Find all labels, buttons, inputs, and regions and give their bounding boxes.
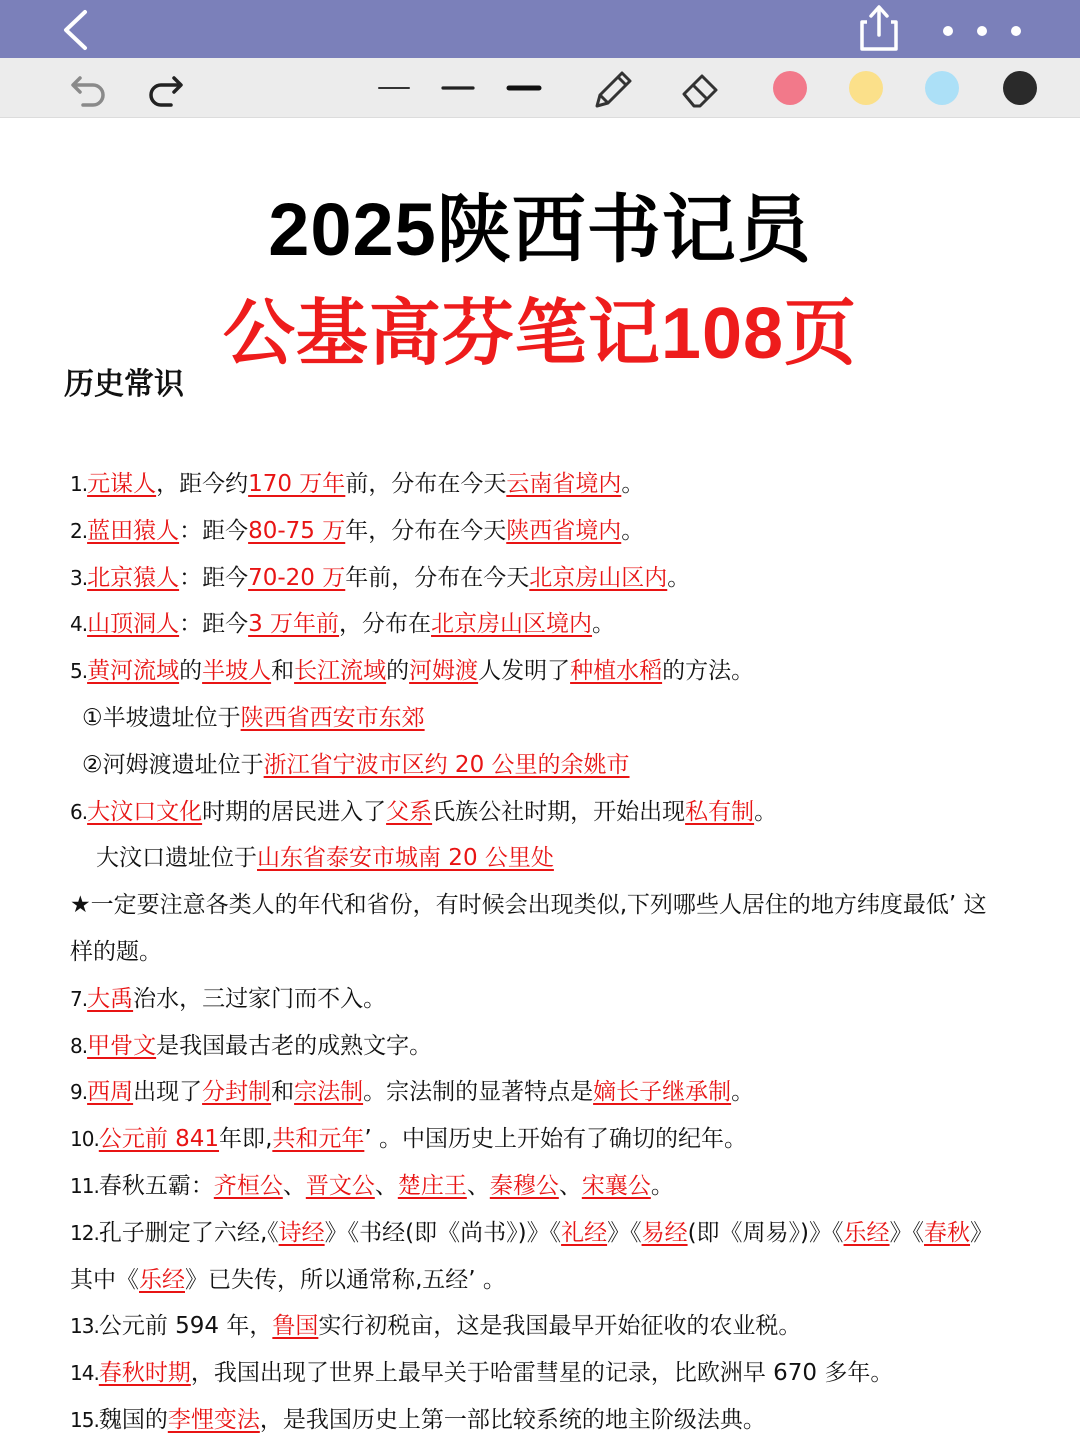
medium-line-icon <box>438 66 478 110</box>
highlighted-term: 分封制 <box>202 1079 272 1106</box>
note-text: 。宗法制的显著特点是 <box>363 1079 594 1106</box>
note-text: 是我国最古老的成熟文字。 <box>156 1032 433 1059</box>
highlighted-term: 黄河流域 <box>87 658 180 685</box>
note-text: 前，分布在今天 <box>345 471 507 497</box>
note-text: 、 <box>374 1172 398 1199</box>
highlighted-term: 晋文公 <box>305 1172 375 1199</box>
highlighted-term: 齐桓公 <box>213 1172 283 1199</box>
app-top-bar <box>0 0 1080 58</box>
item-number: 8. <box>70 1033 88 1058</box>
highlighted-term: 蓝田猿人 <box>87 517 180 544</box>
highlighted-term: 北京猿人 <box>87 564 180 591</box>
note-text: 时期的居民进入了 <box>202 798 387 825</box>
note-text: ，距今约 <box>156 471 249 497</box>
item-number: 11. <box>70 1173 99 1198</box>
highlighted-term: 80-75 万 <box>248 517 346 544</box>
note-text: 公元前 594 年， <box>98 1313 273 1340</box>
section-heading: 历史常识 <box>64 367 184 402</box>
note-line <box>70 461 1040 508</box>
highlighted-term: 种植水稻 <box>570 658 663 685</box>
note-text: 出现了 <box>133 1079 203 1106</box>
note-line <box>70 508 1040 555</box>
highlighted-term: 诗经 <box>278 1219 325 1246</box>
highlighted-term: 大汶口文化 <box>87 798 203 825</box>
undo-button[interactable] <box>64 66 114 110</box>
note-text: 。 <box>650 1172 674 1199</box>
note-text: 春秋五霸： <box>98 1172 214 1199</box>
highlighted-term: 共和元年 <box>272 1126 365 1153</box>
note-text: 孔子删定了六经‚《 <box>98 1219 279 1246</box>
highlighted-term: 易经 <box>641 1219 688 1246</box>
highlighted-term: 乐经 <box>843 1219 890 1246</box>
note-text: (即《周易》)》《 <box>687 1219 844 1246</box>
note-text: 、 <box>466 1172 490 1199</box>
note-text: ：距今 <box>179 564 249 591</box>
note-text: ，分布在 <box>339 611 432 638</box>
highlighted-term: 浙江省宁波市区约 20 公里的余姚市 <box>263 751 630 778</box>
medium-line-button[interactable] <box>438 66 478 110</box>
black-swatch-icon <box>1003 71 1037 105</box>
highlighted-term: 170 万年 <box>248 471 346 497</box>
item-number: 6. <box>70 799 88 824</box>
highlighted-term: 3 万年前 <box>248 611 340 638</box>
thick-line-button[interactable] <box>504 66 544 110</box>
note-text: 大汶口遗址位于 <box>96 845 257 872</box>
highlighted-term: 70-20 万 <box>248 564 346 591</box>
highlighted-term: 甲骨文 <box>87 1032 157 1059</box>
item-number: 4. <box>70 612 88 637</box>
item-number: 5. <box>70 659 88 684</box>
note-line <box>70 976 1040 1023</box>
note-text: 。 <box>754 798 778 825</box>
note-text: 和 <box>271 1079 295 1106</box>
note-line <box>70 1023 1040 1070</box>
note-line <box>70 601 1040 648</box>
note-text: 的 <box>179 658 203 685</box>
note-line <box>70 1257 1040 1304</box>
color-yellow-button[interactable] <box>846 66 886 110</box>
note-text: ’ 。中国历史上开始有了确切的纪年。 <box>364 1126 747 1153</box>
note-text: 》《书经(即《尚书》)》《 <box>324 1219 562 1246</box>
note-text: ，是我国历史上第一部比较系统的地主阶级法典。 <box>259 1406 766 1433</box>
highlighted-term: 西周 <box>87 1079 134 1106</box>
highlighted-term: 大禹 <box>87 985 134 1012</box>
highlighted-term: 春秋时期 <box>98 1360 191 1387</box>
note-text: ★一定要注意各类人的年代和省份，有时候会出现类似‚下列哪些人居住的地方纬度最低’ 这 <box>70 892 987 919</box>
note-text: 》《 <box>607 1219 642 1246</box>
highlighted-term: 私有制 <box>685 798 755 825</box>
note-text: 年前，分布在今天 <box>345 564 530 591</box>
highlighted-term: 长江流域 <box>294 658 387 685</box>
note-text: 的方法。 <box>662 658 755 685</box>
eraser-icon <box>676 64 726 112</box>
note-line <box>70 742 1040 789</box>
pen-icon <box>588 64 638 112</box>
note-line <box>70 929 1040 976</box>
note-text: 。 <box>667 564 691 591</box>
highlighted-term: 楚庄王 <box>397 1172 467 1199</box>
note-text: 样的题。 <box>70 938 162 965</box>
highlighted-term: 公元前 841 <box>98 1126 220 1153</box>
note-text: 。 <box>621 517 645 544</box>
item-number: 7. <box>70 986 88 1011</box>
note-text: 》已失传，所以通常称‚五经’ 。 <box>185 1266 506 1293</box>
highlighted-term: 云南省境内 <box>506 471 622 497</box>
note-text: 人发明了 <box>478 658 571 685</box>
highlighted-term: 元谋人 <box>87 471 157 497</box>
note-line <box>70 695 1040 742</box>
highlighted-term: 宗法制 <box>294 1079 364 1106</box>
item-number: 3. <box>70 565 88 590</box>
pink-swatch-icon <box>773 71 807 105</box>
highlighted-term: 李悝变法 <box>167 1406 260 1433</box>
note-line <box>70 1303 1040 1350</box>
undo-icon <box>66 66 112 110</box>
highlighted-term: 宋襄公 <box>581 1172 651 1199</box>
note-text: 其中《 <box>70 1266 139 1293</box>
note-text: ，我国出现了世界上最早关于哈雷彗星的记录，比欧洲早 670 多年。 <box>190 1360 894 1387</box>
note-text: 》 <box>970 1219 994 1246</box>
highlighted-term: 北京房山区内 <box>529 564 668 591</box>
note-text: 的 <box>386 658 410 685</box>
note-text: 年即‚ <box>219 1126 273 1153</box>
note-line <box>70 648 1040 695</box>
highlighted-term: 春秋 <box>924 1219 971 1246</box>
note-text: 、 <box>558 1172 582 1199</box>
highlighted-term: 嫡长子继承制 <box>593 1079 732 1106</box>
blue-swatch-icon <box>925 71 959 105</box>
redo-icon <box>142 66 188 110</box>
note-text: 。 <box>592 611 616 638</box>
highlighted-term: 乐经 <box>139 1266 185 1293</box>
item-number: 15. <box>70 1407 99 1432</box>
note-text: ：距今 <box>179 611 249 638</box>
back-button[interactable] <box>50 8 100 52</box>
item-number: 10. <box>70 1127 99 1152</box>
more-horizontal-icon <box>935 14 1031 48</box>
redo-button[interactable] <box>140 66 190 110</box>
note-text: 氏族公社时期，开始出现 <box>432 798 686 825</box>
note-line <box>70 1350 1040 1397</box>
eraser-tool-button[interactable] <box>676 66 726 110</box>
note-text: 魏国的 <box>98 1406 168 1433</box>
highlighted-term: 秦穆公 <box>489 1172 559 1199</box>
note-text: 》《 <box>889 1219 925 1246</box>
more-button[interactable] <box>935 14 1031 48</box>
highlighted-term: 北京房山区境内 <box>431 611 593 638</box>
note-text: ：距今 <box>179 517 249 544</box>
document-title: 2025陕西书记员 <box>268 188 812 271</box>
highlighted-term: 山东省泰安市城南 20 公里处 <box>257 845 554 872</box>
note-text: 治水，三过家门而不入。 <box>133 985 387 1012</box>
note-text: 。 <box>621 471 645 497</box>
item-number: 14. <box>70 1361 99 1386</box>
item-number: 1. <box>70 472 88 496</box>
chevron-left-icon <box>50 8 100 52</box>
highlighted-term: 礼经 <box>561 1219 608 1246</box>
note-text: ①半坡遗址位于 <box>82 704 241 731</box>
color-pink-button[interactable] <box>770 66 810 110</box>
item-number: 12. <box>70 1220 99 1245</box>
yellow-swatch-icon <box>849 71 883 105</box>
thin-line-icon <box>374 66 414 110</box>
share-icon <box>852 2 906 54</box>
note-text: 年，分布在今天 <box>345 517 507 544</box>
highlighted-term: 半坡人 <box>202 658 272 685</box>
note-text: 和 <box>271 658 295 685</box>
note-text: 、 <box>282 1172 306 1199</box>
highlighted-term: 陕西省境内 <box>506 517 622 544</box>
note-line <box>70 835 1040 882</box>
document-subtitle: 公基高芬笔记108页 <box>222 294 858 374</box>
color-black-button[interactable] <box>1000 66 1040 110</box>
item-number: 9. <box>70 1080 88 1105</box>
note-line <box>70 1163 1040 1210</box>
note-line <box>70 1116 1040 1163</box>
note-text: ②河姆渡遗址位于 <box>82 751 264 778</box>
share-button[interactable] <box>852 2 906 54</box>
highlighted-term: 山顶洞人 <box>87 611 180 638</box>
highlighted-term: 鲁国 <box>272 1313 319 1340</box>
color-blue-button[interactable] <box>922 66 962 110</box>
thin-line-button[interactable] <box>374 66 414 110</box>
note-line <box>70 1210 1040 1257</box>
note-line <box>70 1069 1040 1116</box>
item-number: 13. <box>70 1314 99 1339</box>
note-line <box>70 555 1040 602</box>
item-number: 2. <box>70 518 88 543</box>
note-line <box>70 789 1040 836</box>
thick-line-icon <box>504 66 544 110</box>
note-line <box>70 882 1040 929</box>
highlighted-term: 陕西省西安市东郊 <box>240 704 425 731</box>
pen-tool-button[interactable] <box>588 66 638 110</box>
notes-list <box>70 461 1040 1440</box>
highlighted-term: 父系 <box>386 798 433 825</box>
note-text: 。 <box>731 1079 755 1106</box>
note-text: 实行初税亩，这是我国最早开始征收的农业税。 <box>318 1313 802 1340</box>
note-line <box>70 1397 1040 1440</box>
annotation-toolbar <box>0 58 1080 118</box>
document-page <box>0 119 1080 1440</box>
highlighted-term: 河姆渡 <box>409 658 479 685</box>
